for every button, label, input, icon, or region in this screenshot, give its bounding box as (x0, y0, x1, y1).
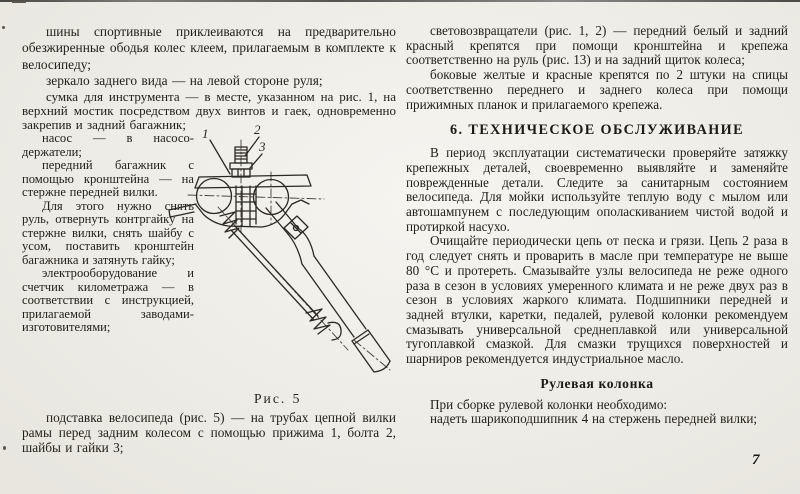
scan-speck (12, 1, 26, 3)
paragraph-steering-intro: При сборке рулевой колонки необходимо: (430, 396, 668, 412)
paragraph-toolbag-part2: и гаек, одновременно закрепив и задний багажник; (22, 102, 397, 133)
subheading-steering-column: Рулевая колонка (540, 375, 654, 391)
paragraph-stand: подставка велосипеда (рис. 5) — на трубах цепной вилки рамы перед задним колесом с помощью прижима 1, болта 2, шайбы и гайки 3; (22, 410, 396, 456)
scan-speck (2, 26, 5, 29)
paragraph-rack-steps: Для этого нужно снять руль, отвернуть контргайку на стержне вилки, снять шайбу с усом, поставить кронштейн багажника и затянуть гайку; (22, 198, 194, 267)
paragraph-pump: насос — в насосо-держатели; (22, 131, 194, 159)
paragraph-mirror: зеркало заднего вида — на левой стороне руля; (46, 73, 323, 89)
paragraph-toolbag-part1: сумка для инструмента — в месте, указанном на рис. 1, на верхний мостик посредством двух винтов (22, 88, 396, 118)
figure-label-1: 1 (202, 126, 209, 142)
paragraph-front-rack: передний багажник с помощью кронштейна — на стержне передней вилки. (22, 158, 194, 200)
paragraph-reflectors: световозвращатели (рис. 1, 2) — передний белый и задний красный крепятся при помощи кронштейна и крепежа соответственно на руль (рис. 13) и на задний щиток колеса; (406, 23, 788, 68)
figure-label-3: 3 (259, 139, 266, 155)
figure-5 (200, 120, 396, 408)
scan-speck (3, 446, 6, 450)
paragraph-chain-care: Очищайте периодически цепь от песка и грязи. Цепь 2 раза в год следует снять и проварить в масле при температуре не выше 80 °С и протереть. Смазывайте узлы велосипеда не реже одного раза в сезон в условиях умеренного климата и не реже двух раз в сезон в условиях жаркого климата. Подшипники передней и задней втулки, каретки, педалей, рулевой колонки рекомендуем смазывать универсальной среднеплавкой или универсальной тугоплавкой смазкой. Для смазки трущихся поверхностей и шарниров рекомендуется индустриальное масло. (406, 233, 788, 367)
left-column (22, 24, 396, 456)
figure-label-2: 2 (254, 122, 261, 138)
section-heading-maintenance: 6. ТЕХНИЧЕСКОЕ ОБСЛУЖИВАНИЕ (450, 122, 744, 139)
right-column (406, 24, 788, 427)
paragraph-maintenance: В период эксплуатации систематически проверяйте затяжку крепежных деталей, своевременно выявляйте и заменяйте поврежденные детали. Следите за санитарным состоянием велосипеда. Для мойки используйте теплую воду с мылом или автошампунем с последующим ополаскиванием чистой водой и протиркой насухо. (406, 145, 788, 234)
paragraph-bearing: надеть шарикоподшипник 4 на стержень передней вилки; (430, 411, 758, 427)
paragraph-tires: шины спортивные приклеиваются на предварительно обезжиренные ободья колес клеем, прилагаемым в комплекте к велосипеду; (22, 24, 396, 72)
paragraph-electric: электрооборудование и счетчик километража — в соответствии с инструкцией, прилагаемой заводами-изготовителями; (22, 266, 194, 335)
page-number: 7 (752, 452, 760, 468)
paragraph-side-reflectors: боковые желтые и красные крепятся по 2 штуки на спицы соответственно переднего и заднего колеса при помощи прижимных планок и прилагаемого крепежа. (406, 67, 788, 112)
scan-edge (0, 0, 800, 2)
kickstand-drawing (166, 120, 398, 386)
figure-caption: Рис. 5 (254, 390, 302, 406)
